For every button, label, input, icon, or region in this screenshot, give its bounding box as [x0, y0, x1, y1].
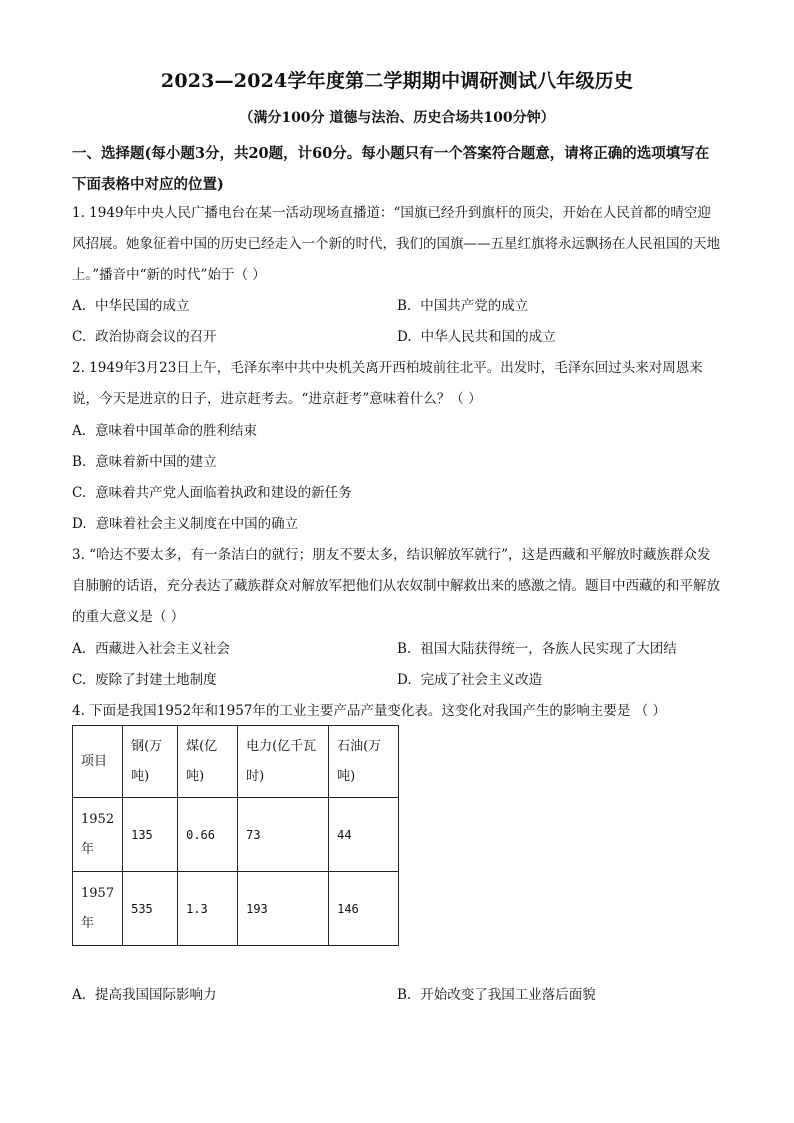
question-3-option-c[interactable] [72, 670, 217, 690]
table-row [73, 872, 399, 946]
table-row [73, 798, 399, 872]
question-4-stem: 4. 下面是我国1952年和1957年的工业主要产品产量变化表。这变化对我国产生的影响主要是 （ ） [72, 703, 666, 719]
table-cell: 44 [329, 798, 399, 872]
option-text: 开始改变了我国工业落后面貌 [420, 987, 596, 1003]
question-2-option-b[interactable] [72, 452, 217, 472]
question-1-option-d[interactable] [397, 327, 556, 347]
option-label: B. [397, 298, 412, 314]
table-header-cell: 电力(亿千瓦时) [238, 726, 329, 798]
option-label: A. [72, 987, 87, 1003]
option-label: C. [72, 485, 87, 501]
page-title: 2023—2024学年度第二学期期中调研测试八年级历史 [160, 70, 634, 92]
option-text: 中国共产党的成立 [420, 298, 529, 314]
option-label: C. [72, 329, 87, 345]
table-cell: 146 [329, 872, 399, 946]
option-label: C. [72, 672, 87, 688]
question-1-option-b[interactable] [397, 296, 528, 316]
production-table [72, 725, 399, 946]
table-header-cell: 项目 [73, 726, 123, 798]
option-label: A. [72, 641, 87, 657]
option-text: 废除了封建土地制度 [95, 672, 217, 688]
question-3-option-b[interactable] [397, 639, 677, 659]
option-text: 祖国大陆获得统一，各族人民实现了大团结 [420, 641, 677, 657]
question-4-option-a[interactable] [72, 985, 217, 1005]
section-heading: 一、选择题(每小题3分，共20题，计60分。每小题只有一个答案符合题意，请将正确的选项填写在下面表格中对应的位置) [72, 145, 710, 193]
table-cell: 535 [123, 872, 178, 946]
option-label: D. [397, 329, 412, 345]
table-cell: 73 [238, 798, 329, 872]
option-text: 完成了社会主义改造 [420, 672, 543, 688]
option-text: 西藏进入社会主义社会 [95, 641, 231, 657]
question-3-option-a[interactable] [72, 639, 230, 659]
option-label: B. [397, 641, 412, 657]
option-label: A. [72, 423, 87, 439]
table-header-row [73, 726, 399, 798]
question-2-option-a[interactable] [72, 421, 257, 441]
table-cell: 135 [123, 798, 178, 872]
table-cell: 0.66 [178, 798, 238, 872]
option-label: A. [72, 298, 87, 314]
question-2-option-c[interactable] [72, 483, 352, 503]
table-cell: 193 [238, 872, 329, 946]
table-cell: 1952年 [73, 798, 123, 872]
option-text: 政治协商会议的召开 [95, 329, 217, 345]
option-text: 中华人民共和国的成立 [420, 329, 556, 345]
option-label: B. [397, 987, 412, 1003]
question-1-option-a[interactable] [72, 296, 190, 316]
question-3-stem: 3. “哈达不要太多，有一条洁白的就行；朋友不要太多，结识解放军就行”，这是西藏和平解放时藏族群众发自肺腑的话语，充分表达了藏族群众对解放军把他们从农奴制中解救出来的感激之情。题目中西藏的和平解放的重大意义是（ ） [72, 547, 720, 625]
option-text: 意味着中国革命的胜利结束 [95, 423, 258, 439]
question-3-option-d[interactable] [397, 670, 542, 690]
question-2-stem: 2. 1949年3月23日上午，毛泽东率中共中央机关离开西柏坡前往北平。出发时，毛泽东回过头来对周恩来说，今天是进京的日子，进京赶考去。“进京赶考”意味着什么？（ ） [72, 360, 703, 407]
question-1-stem: 1. 1949年中央人民广播电台在某一活动现场直播道：“国旗已经升到旗杆的顶尖，开始在人民首都的晴空迎风招展。她象征着中国的历史已经走入一个新的时代，我们的国旗——五星红旗将永远飘扬在人民祖国的天地上。”播音中“新的时代”始于（ ） [72, 205, 720, 283]
table-header-cell: 煤(亿吨) [178, 726, 238, 798]
option-label: B. [72, 454, 87, 470]
table-header-cell: 钢(万吨) [123, 726, 178, 798]
question-4-option-b[interactable] [397, 985, 596, 1005]
page-subtitle: （满分100分 道德与法治、历史合场共100分钟） [239, 110, 555, 126]
table-cell: 1957年 [73, 872, 123, 946]
option-text: 中华民国的成立 [95, 298, 190, 314]
option-text: 意味着共产党人面临着执政和建设的新任务 [95, 485, 352, 501]
question-1-option-c[interactable] [72, 327, 217, 347]
table-header-cell: 石油(万吨) [329, 726, 399, 798]
table-cell: 1.3 [178, 872, 238, 946]
option-label: D. [72, 516, 87, 532]
option-label: D. [397, 672, 412, 688]
option-text: 意味着社会主义制度在中国的确立 [95, 516, 299, 532]
option-text: 提高我国国际影响力 [95, 987, 217, 1003]
option-text: 意味着新中国的建立 [95, 454, 217, 470]
question-2-option-d[interactable] [72, 514, 298, 534]
